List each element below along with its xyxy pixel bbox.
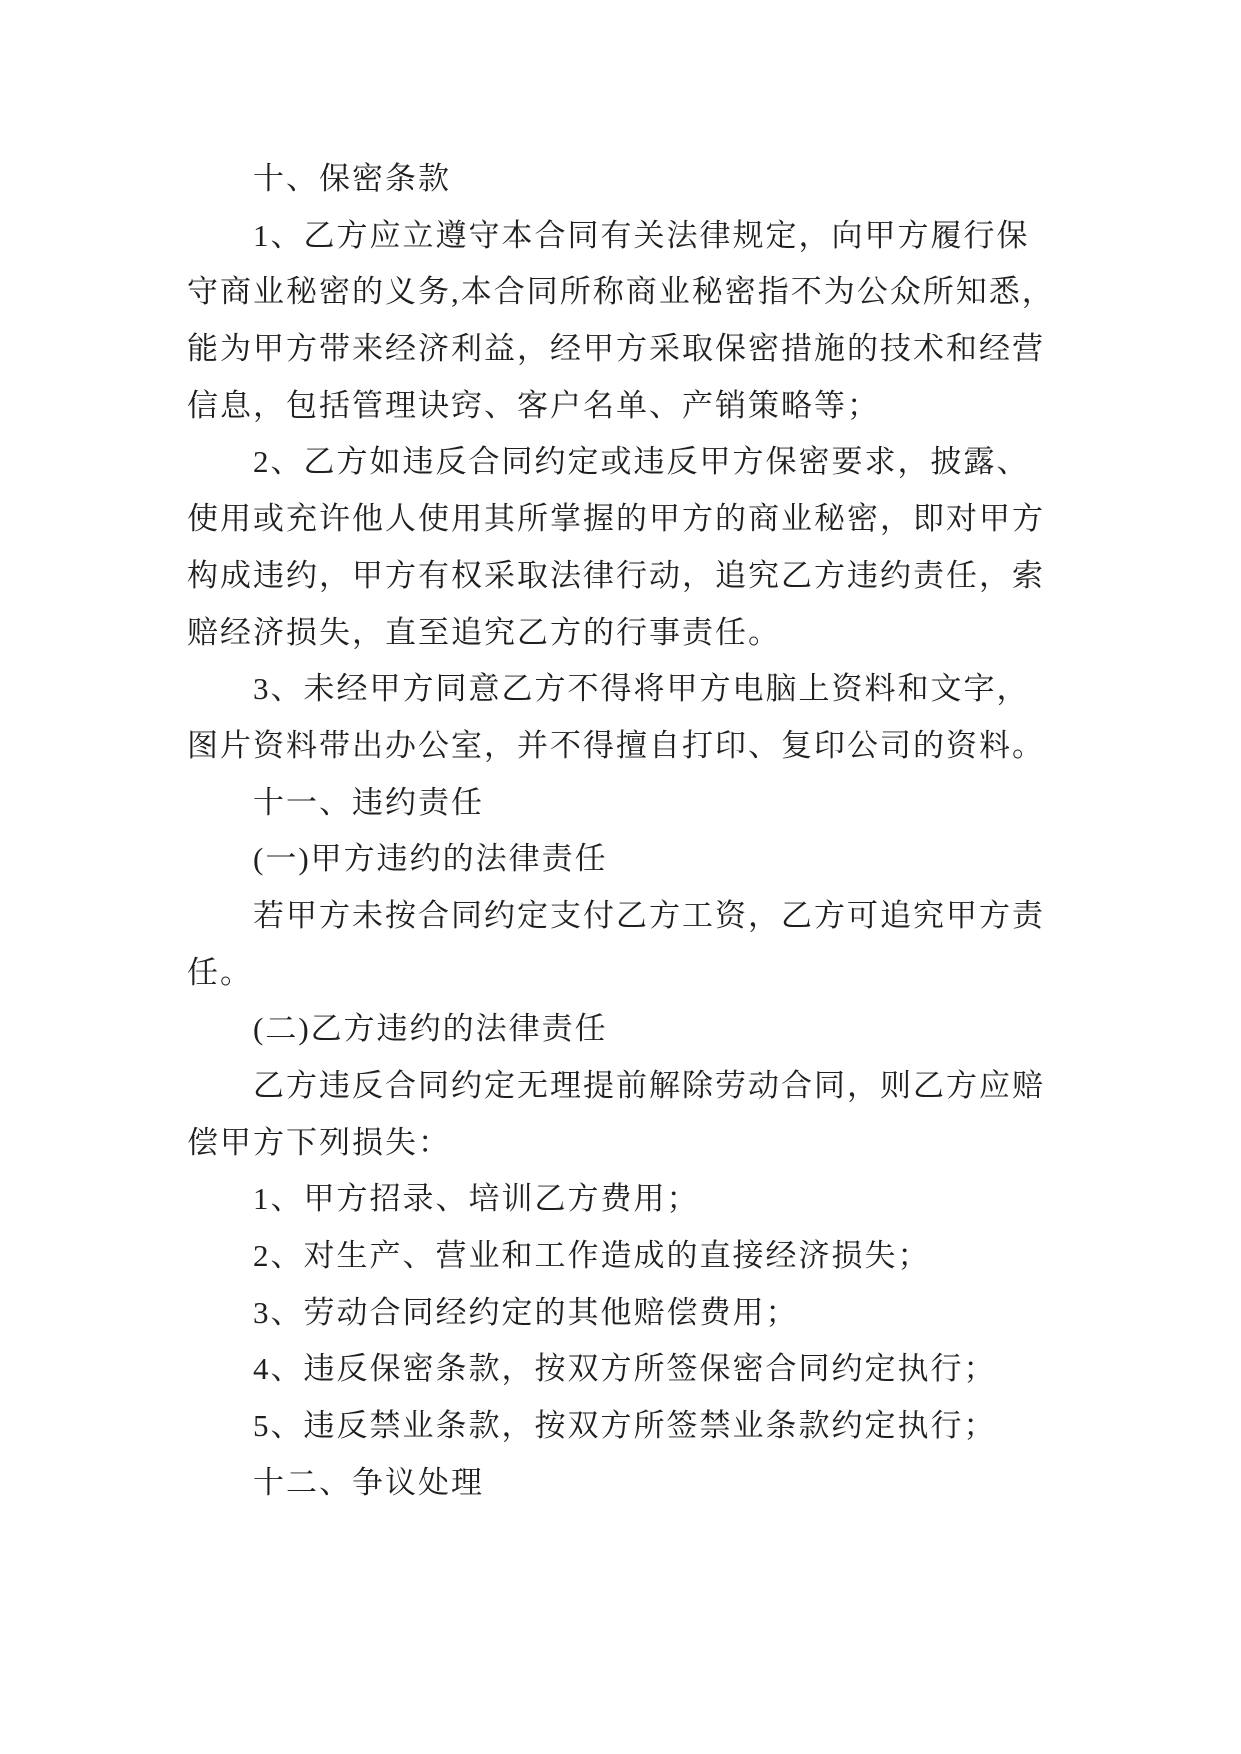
clause-line: 构成违约，甲方有权采取法律行动，追究乙方违约责任，索: [187, 557, 1045, 593]
loss-item-1: [187, 1171, 1067, 1228]
confidentiality-clause-2: [187, 434, 1067, 661]
list-item-text: 2、对生产、营业和工作造成的直接经济损失；: [253, 1238, 931, 1274]
heading-text: 十二、争议处理: [253, 1464, 484, 1500]
clause-line: 图片资料带出办公室，并不得擅自打印、复印公司的资料。: [187, 727, 1045, 763]
section-heading-liability: [187, 775, 1067, 832]
subheading-party-b-liability: [187, 1001, 1067, 1058]
clause-line: 偿甲方下列损失：: [187, 1124, 451, 1160]
party-a-liability-text: [187, 888, 1067, 1001]
clause-line: 赔经济损失，直至追究乙方的行事责任。: [187, 614, 781, 650]
clause-line: 若甲方未按合同约定支付乙方工资，乙方可追究甲方责: [253, 897, 1045, 933]
clause-line: 1、乙方应立遵守本合同有关法律规定，向甲方履行保: [253, 217, 1030, 253]
loss-item-4: [187, 1341, 1067, 1398]
confidentiality-clause-1: [187, 208, 1067, 435]
loss-item-5: [187, 1398, 1067, 1455]
clause-line: 2、乙方如违反合同约定或违反甲方保密要求，披露、: [253, 444, 1030, 480]
clause-line: 乙方违反合同约定无理提前解除劳动合同，则乙方应赔: [253, 1068, 1045, 1103]
list-item-text: 5、违反禁业条款，按双方所签禁业条款约定执行；: [253, 1408, 997, 1444]
section-heading-confidentiality: [187, 151, 1067, 208]
clause-line: 使用或充许他人使用其所掌握的甲方的商业秘密，即对甲方: [187, 501, 1045, 537]
heading-text: 十、保密条款: [253, 161, 451, 196]
clause-line: 信息，包括管理诀窍、客户名单、产销策略等；: [187, 387, 880, 423]
list-item-text: 1、甲方招录、培训乙方费用；: [253, 1181, 700, 1217]
loss-item-2: [187, 1228, 1067, 1285]
loss-item-3: [187, 1285, 1067, 1342]
party-b-liability-text: [187, 1058, 1067, 1171]
confidentiality-clause-3: [187, 661, 1067, 774]
subheading-text: (二)乙方违约的法律责任: [253, 1011, 608, 1047]
clause-line: 3、未经甲方同意乙方不得将甲方电脑上资料和文字，: [253, 671, 1030, 707]
heading-text: 十一、违约责任: [253, 784, 484, 820]
clause-line: 能为甲方带来经济利益，经甲方采取保密措施的技术和经营: [187, 331, 1045, 367]
clause-line: 守商业秘密的义务,本合同所称商业秘密指不为公众所知悉，: [187, 274, 1055, 310]
subheading-party-a-liability: [187, 831, 1067, 888]
list-item-text: 3、劳动合同经约定的其他赔偿费用；: [253, 1294, 799, 1330]
subheading-text: (一)甲方违约的法律责任: [253, 841, 608, 877]
document-body: [187, 151, 1067, 1512]
section-heading-dispute: [187, 1455, 1067, 1512]
list-item-text: 4、违反保密条款，按双方所签保密合同约定执行；: [253, 1351, 997, 1387]
clause-line: 任。: [187, 954, 253, 990]
